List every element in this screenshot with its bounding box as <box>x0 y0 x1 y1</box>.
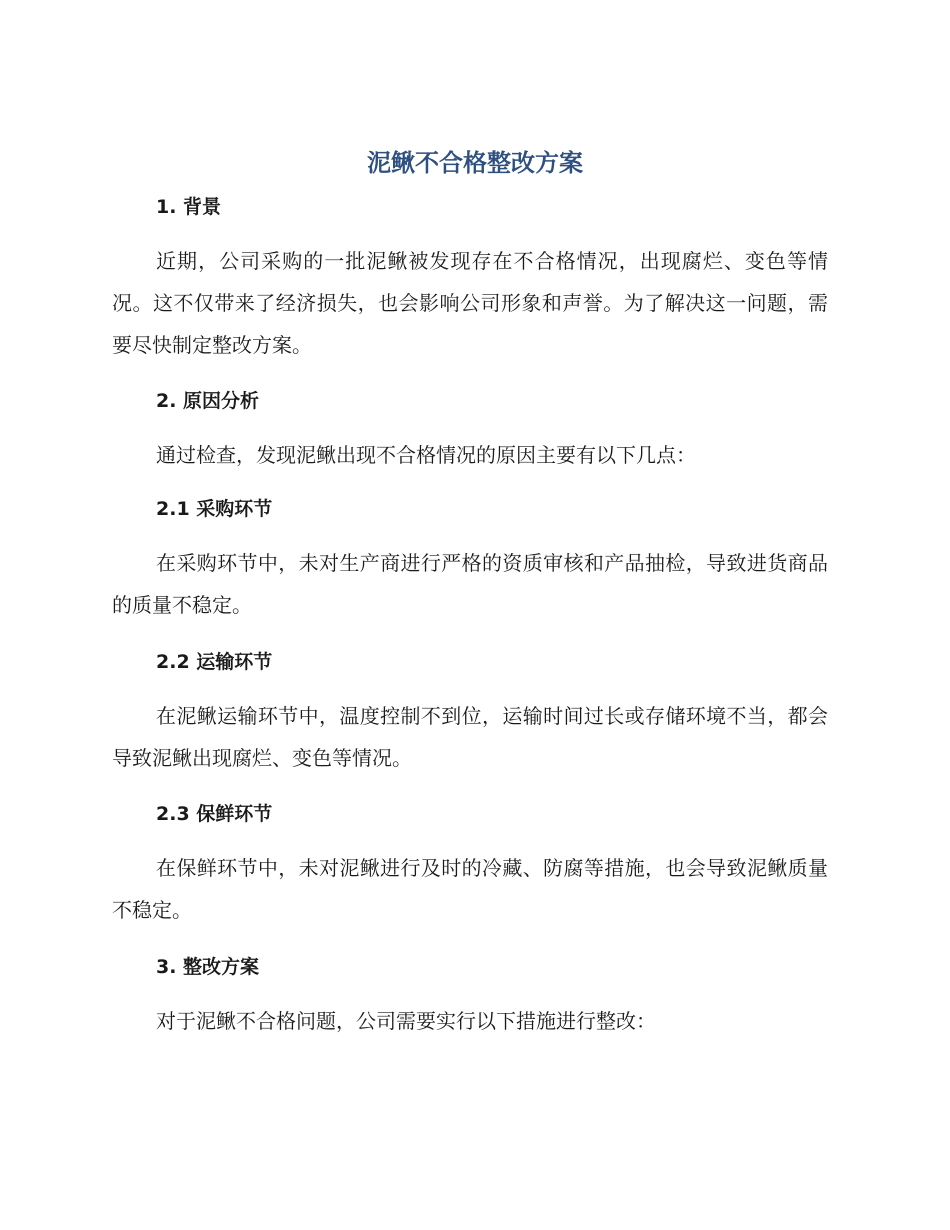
paragraph-transport: 在泥鳅运输环节中，温度控制不到位，运输时间过长或存储环境不当，都会导致泥鳅出现腐烂、变色等情况。 <box>112 704 828 770</box>
document-title: 泥鳅不合格整改方案 <box>367 149 583 177</box>
section-heading-rectification-plan: 3. 整改方案 <box>156 956 260 978</box>
section-heading-preservation: 2.3 保鲜环节 <box>156 803 273 825</box>
paragraph-procurement: 在采购环节中，未对生产商进行严格的资质审核和产品抽检，导致进货商品的质量不稳定。 <box>112 551 828 617</box>
paragraph-preservation: 在保鲜环节中，未对泥鳅进行及时的冷藏、防腐等措施，也会导致泥鳅质量不稳定。 <box>112 856 828 922</box>
section-heading-procurement: 2.1 采购环节 <box>156 498 273 520</box>
paragraph-background: 近期，公司采购的一批泥鳅被发现存在不合格情况，出现腐烂、变色等情况。这不仅带来了经济损失，也会影响公司形象和声誉。为了解决这一问题，需要尽快制定整改方案。 <box>112 249 828 357</box>
section-heading-background: 1. 背景 <box>156 196 222 218</box>
paragraph-cause-analysis: 通过检查，发现泥鳅出现不合格情况的原因主要有以下几点： <box>156 443 696 467</box>
paragraph-rectification-plan: 对于泥鳅不合格问题，公司需要实行以下措施进行整改： <box>156 1009 656 1033</box>
section-heading-transport: 2.2 运输环节 <box>156 651 273 673</box>
section-heading-cause-analysis: 2. 原因分析 <box>156 390 260 412</box>
